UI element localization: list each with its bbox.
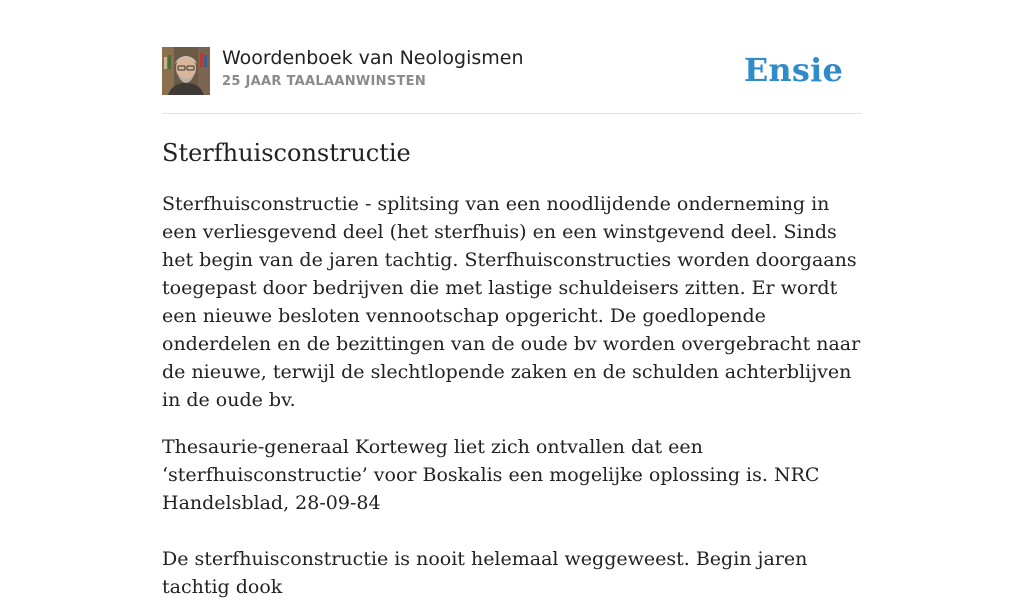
entry-body xyxy=(162,190,862,601)
entry-citation: De sterfhuisconstructie is nooit helemaal weggeweest. Begin jaren tachtig dook xyxy=(162,548,808,598)
author-avatar[interactable] xyxy=(162,47,210,95)
entry-citation: Thesaurie-generaal Korteweg liet zich ontvallen dat een ‘sterfhuisconstructie’ voor Boskalis een mogelijke oplossing is. NRC Handelsblad, 28-09-84 xyxy=(162,436,820,514)
blog-identity xyxy=(222,44,524,92)
page xyxy=(162,0,862,598)
ensie-logo[interactable]: Ensie xyxy=(743,51,843,89)
entry-definition: Sterfhuisconstructie - splitsing van een noodlijdende onderneming in een verliesgevend deel (het sterfhuis) en een winstgevend deel. Sinds het begin van de jaren tachtig. Sterfhuisconstructies worden doorgaans toegepast door bedrijven die met lastige schuldeisers zitten. Er wordt een nieuwe besloten vennootschap opgericht. De goedlopende onderdelen en de bezittingen van de oude bv worden overgebracht naar de nieuwe, terwijl de slechtlopende zaken en de schulden achterblijven in de oude bv. xyxy=(162,193,861,411)
blog-tagline: 25 JAAR TAALAANWINSTEN xyxy=(222,74,427,89)
blog-header xyxy=(162,0,862,114)
entry-title: Sterfhuisconstructie xyxy=(162,139,411,167)
blog-name[interactable]: Woordenboek van Neologismen xyxy=(222,47,524,69)
